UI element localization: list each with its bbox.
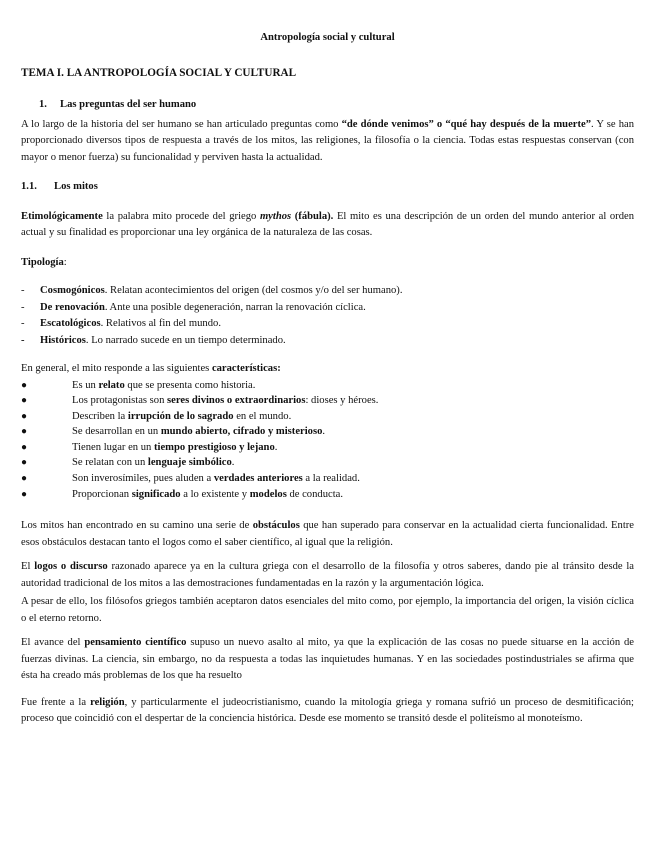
bold-run: religión: [90, 696, 125, 708]
text-run: Son inverosímiles, pues aluden a: [72, 473, 214, 485]
text-run: que se presenta como historia.: [124, 379, 256, 391]
text-run: , y particularmente el judeocristianismo, cuando la mitología griega y romana sufrió un proceso de desmitificación; proceso que coincidió con el despertar de la conciencia histórica. Desde ese momento se transitó desde el politeísmo al monoteísmo.: [21, 696, 634, 725]
religion-paragraph: [21, 695, 634, 728]
bullet-icon: ●: [21, 379, 28, 391]
list-item: [21, 283, 634, 300]
dash-marker: -: [21, 285, 25, 296]
bold-run: Cosmogónicos: [40, 285, 105, 296]
bold-run: “de dónde venimos” o “qué hay después de la muerte”: [341, 118, 592, 130]
text-run: en el mundo.: [233, 410, 292, 422]
text-run: de conducta.: [286, 488, 343, 500]
text-run: El mito es una descripción de un orden del mundo anterior al orden actual y su finalidad es proporcionar una ley orgánica de la naturaleza de las cosas.: [21, 210, 635, 238]
text-run: Se desarrollan en un: [72, 426, 161, 438]
bullet-icon: ●: [21, 457, 28, 469]
list-item: [21, 409, 634, 425]
text-run: .: [231, 457, 235, 469]
document-title: Antropología social y cultural: [260, 32, 395, 43]
text-run: . Y se han proporcionado diversos tipos de respuesta a través de los mitos, las religiones, la filosofía o la ciencia. Todas estas respuestas conservan (con mayor o menor fuerza) su funcionalidad y perviven hasta la actualidad.: [21, 118, 635, 163]
text-run: que han superado para conservar en la actualidad cierta funcionalidad. Entre esos obstáculos destacan tanto el logos como el saber científico, al igual que la religión.: [21, 520, 635, 548]
dash-marker: -: [21, 301, 25, 313]
bold-run: lenguaje simbólico: [147, 457, 232, 469]
bold-run: logos o discurso: [34, 561, 108, 573]
list-item: [21, 471, 634, 487]
bold-run: (fábula).: [291, 210, 334, 222]
text-run: a lo existente y: [180, 488, 250, 500]
bold-run: modelos: [249, 488, 287, 500]
text-run: Los mitos han encontrado en su camino una serie de: [21, 520, 253, 532]
text-run: Proporcionan: [72, 488, 132, 500]
text-run: El avance del: [21, 637, 85, 649]
ciencia-paragraph: [21, 635, 634, 685]
tipologia-label: [21, 255, 634, 272]
list-item: [21, 440, 634, 456]
tema-heading: TEMA I. LA ANTROPOLOGÍA SOCIAL Y CULTURAL: [21, 66, 297, 79]
text-run: Fue frente a la: [21, 696, 91, 708]
apesar-paragraph: A pesar de ello, los filósofos griegos también aceptaron datos esenciales del mito como, por ejemplo, la importancia del origen, la visión cíclica o el eterno retorno.: [21, 596, 634, 624]
bold-run: significado: [131, 488, 181, 500]
list-item: [21, 300, 634, 317]
text-run: razonado aparece ya en la cultura griega con el desarrollo de la filosofía y otros saberes, dando pie al tránsito desde la autoridad tradicional de los mitos a las demostraciones fundamentadas en la razón y la argumentación lógica.: [21, 561, 634, 589]
text-run: Describen la: [72, 410, 128, 422]
text-run: Los protagonistas son: [72, 395, 168, 407]
bullet-icon: ●: [21, 488, 28, 500]
text-run: : dioses y héroes.: [305, 395, 379, 407]
text-run: . Ante una posible degeneración, narran la renovación cíclica.: [104, 301, 366, 313]
bold-italic-run: mythos: [259, 210, 292, 222]
caracteristicas-list: [21, 378, 634, 503]
bold-run: pensamiento científico: [84, 637, 187, 649]
tipologia-list: [21, 283, 634, 349]
bullet-icon: ●: [21, 473, 28, 485]
section-number: 1.: [39, 99, 47, 110]
section-title: Los mitos: [54, 181, 98, 192]
bold-run: obstáculos: [252, 520, 300, 532]
text-run: . Relatan acontecimientos del origen (del cosmos y/o del ser humano).: [104, 285, 403, 296]
obstaculos-paragraph: [21, 518, 634, 551]
list-item: [21, 378, 634, 394]
text-run: Es un: [72, 379, 99, 391]
bold-run: Escatológicos: [40, 318, 101, 329]
section-1-1-heading: [21, 179, 634, 196]
text-run: supuso un nuevo asalto al mito, ya que la explicación de las cosas no puede situarse en la acción de fuerzas divinas. La ciencia, sin embargo, no da respuesta a todas las inquietudes humanas. Y en las sociedades postindustriales se afirma que ésta ha creado más problemas de los que ha resuelto: [21, 637, 635, 682]
list-item: [21, 455, 634, 471]
dash-marker: -: [21, 318, 25, 329]
text-run: . Relativos al fin del mundo.: [100, 318, 221, 329]
logos-paragraph: [21, 559, 634, 592]
bold-run: verdades anteriores: [213, 473, 303, 485]
text-run: A lo largo de la historia del ser humano se han articulado preguntas como: [21, 118, 342, 130]
bold-run: Etimológicamente: [21, 210, 103, 222]
bold-run: características:: [211, 363, 281, 374]
bold-run: Tipología: [21, 256, 64, 268]
bold-run: irrupción de lo sagrado: [127, 410, 234, 422]
bold-run: tiempo prestigioso y lejano: [154, 441, 275, 453]
bullet-icon: ●: [21, 410, 28, 422]
list-item: [21, 487, 634, 503]
bullet-icon: ●: [21, 426, 28, 438]
list-item: [21, 393, 634, 409]
etymology-paragraph: [21, 209, 634, 242]
text-run: Tienen lugar en un: [72, 441, 154, 453]
intro-paragraph: [21, 117, 634, 167]
text-run: :: [63, 256, 67, 268]
bold-run: mundo abierto, cifrado y misterioso: [160, 426, 323, 438]
bold-run: Históricos: [40, 334, 86, 346]
caracteristicas-intro: [21, 361, 634, 378]
section-title: Las preguntas del ser humano: [60, 99, 197, 110]
text-run: En general, el mito responde a las siguientes: [21, 363, 212, 374]
text-run: El: [21, 561, 35, 573]
list-item: [21, 424, 634, 440]
text-run: la palabra mito procede del griego: [102, 210, 260, 222]
text-run: . Lo narrado sucede en un tiempo determinado.: [85, 334, 286, 346]
bullet-icon: ●: [21, 441, 28, 453]
text-run: .: [322, 426, 326, 438]
text-run: Se relatan con un: [72, 457, 148, 469]
text-run: .: [274, 441, 278, 453]
dash-marker: -: [21, 334, 25, 346]
text-run: a la realidad.: [302, 473, 360, 485]
bold-run: relato: [98, 379, 125, 391]
section-number: 1.1.: [21, 181, 37, 192]
bullet-icon: ●: [21, 395, 28, 407]
list-item: [21, 316, 634, 333]
list-item: [21, 333, 634, 350]
bold-run: seres divinos o extraordinarios: [167, 395, 306, 407]
bold-run: De renovación: [40, 301, 105, 313]
section-1-heading: [39, 97, 634, 114]
